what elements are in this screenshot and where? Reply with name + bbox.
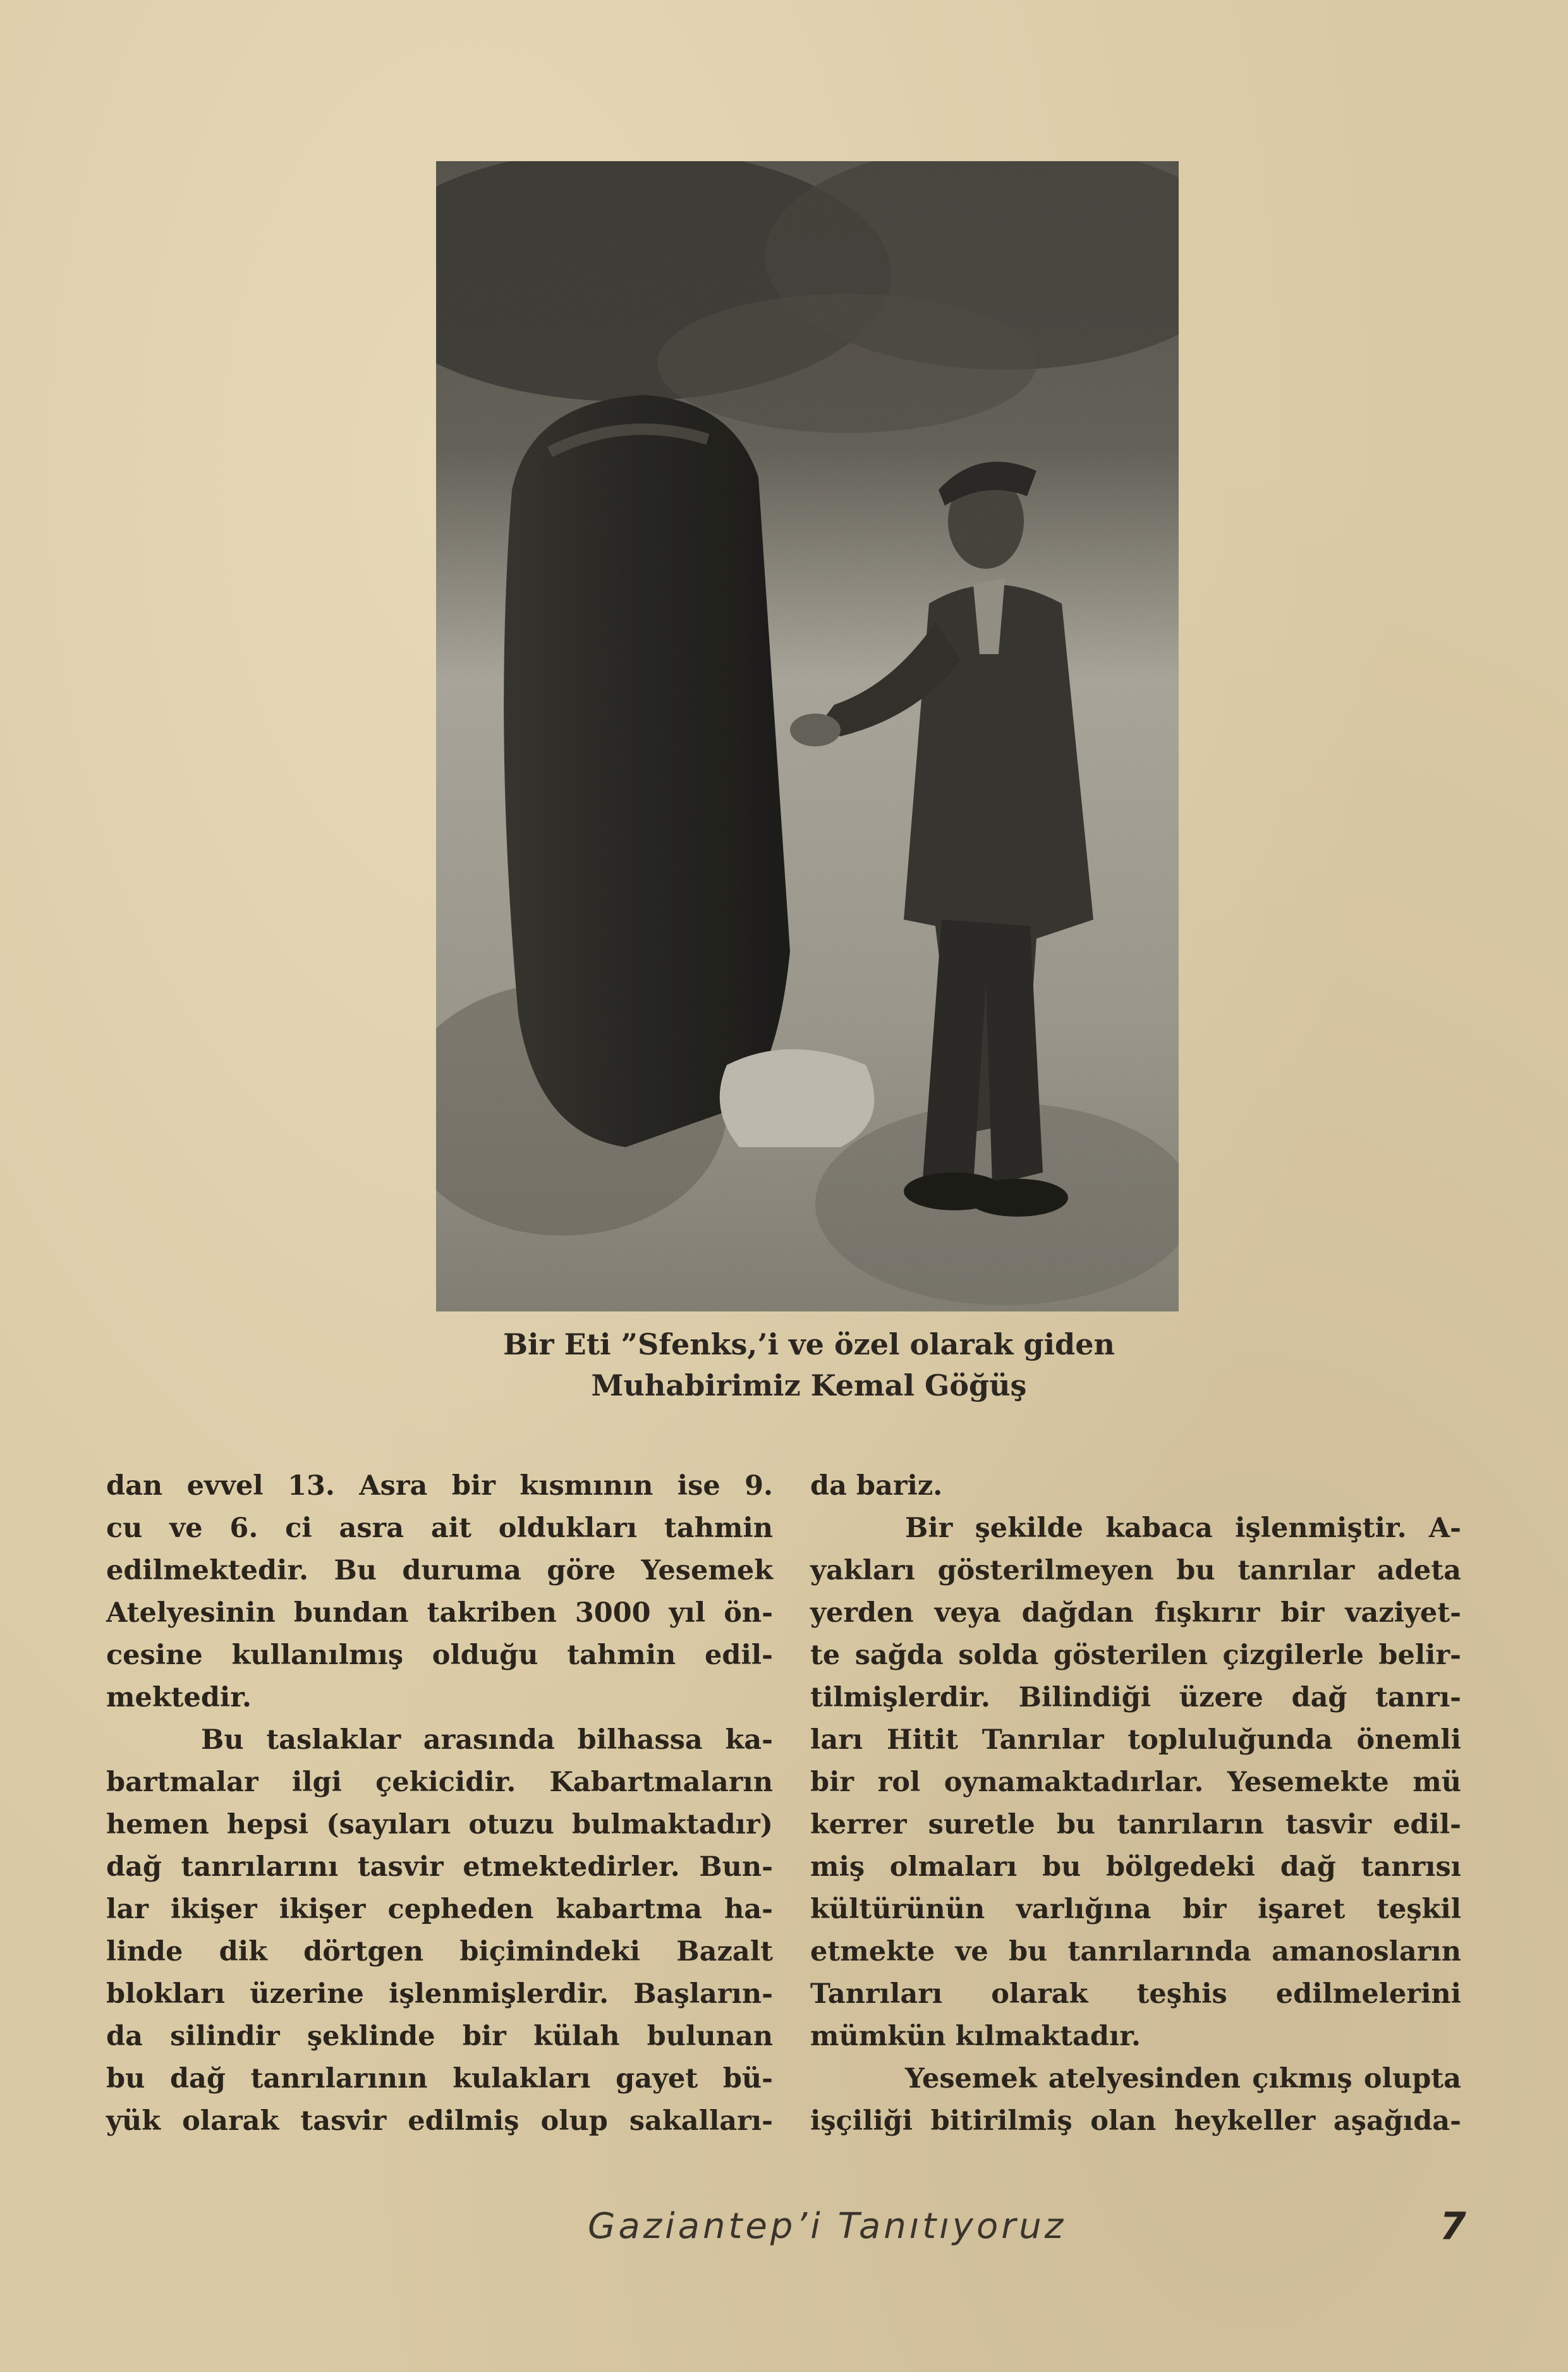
text-line: Yesemek atelyesinden çıkmış olupta <box>905 2063 1461 2095</box>
text-line: bu dağ tanrılarının kulakları gayet bü- <box>106 2063 773 2095</box>
photo-caption-line-1: Bir Eti ”Sfenks,’i ve özel olarak giden <box>503 1327 1115 1361</box>
text-line: da silindir şeklinde bir külah bulunan <box>106 2021 773 2052</box>
archival-photo <box>436 161 1179 1311</box>
photo-caption-line-2: Muhabirimiz Kemal Göğüş <box>591 1368 1027 1402</box>
text-line: cu ve 6. ci asra ait oldukları tahmin <box>106 1512 773 1544</box>
text-line: lar ikişer ikişer cepheden kabartma ha- <box>106 1894 773 1925</box>
text-line: dağ tanrılarını tasvir etmektedirler. Bun- <box>106 1851 773 1883</box>
text-line: Bir şekilde kabaca işlenmiştir. A- <box>905 1512 1461 1544</box>
text-line: yakları gösterilmeyen bu tanrılar adeta <box>810 1555 1461 1586</box>
text-line: bir rol oynamaktadırlar. Yesemekte mü <box>810 1767 1461 1798</box>
text-line: miş olmaları bu bölgedeki dağ tanrısı <box>810 1851 1461 1883</box>
text-line: Tanrıları olarak teşhis edilmelerini <box>810 1978 1461 2010</box>
text-line: mektedir. <box>106 1682 252 1713</box>
text-line: dan evvel 13. Asra bir kısmının ise 9. <box>106 1470 773 1502</box>
text-line: cesine kullanılmış olduğu tahmin edil- <box>106 1639 773 1671</box>
text-line: blokları üzerine işlenmişlerdir. Başların- <box>106 1978 773 2010</box>
text-line: linde dik dörtgen biçimindeki Bazalt <box>106 1936 773 1968</box>
photo-stone-and-man-icon <box>436 161 1179 1311</box>
text-line: hemen hepsi (sayıları otuzu bulmaktadır) <box>106 1809 773 1840</box>
page-number: 7 <box>1440 2205 1466 2249</box>
right-text-column <box>810 1465 1461 2143</box>
left-text-column <box>106 1465 773 2143</box>
text-line: da bariz. <box>810 1470 943 1502</box>
text-line: yerden veya dağdan fışkırır bir vaziyet- <box>810 1597 1461 1629</box>
text-line: kültürünün varlığına bir işaret teşkil <box>810 1894 1461 1925</box>
text-line: mümkün kılmaktadır. <box>810 2021 1141 2052</box>
text-line: tilmişlerdir. Bilindiği üzere dağ tanrı- <box>810 1682 1461 1713</box>
text-line: te sağda solda gösterilen çizgilerle belir- <box>810 1639 1461 1671</box>
text-line: bartmalar ilgi çekicidir. Kabartmaların <box>106 1767 773 1798</box>
text-line: etmekte ve bu tanrılarında amanosların <box>810 1936 1461 1968</box>
text-line: Bu taslaklar arasında bilhassa ka- <box>201 1724 773 1756</box>
text-line: kerrer suretle bu tanrıların tasvir edil- <box>810 1809 1461 1840</box>
text-line: ları Hitit Tanrılar topluluğunda önemli <box>810 1724 1461 1756</box>
text-line: işçiliği bitirilmiş olan heykeller aşağıda- <box>810 2105 1461 2137</box>
text-line: yük olarak tasvir edilmiş olup sakalları- <box>106 2105 773 2137</box>
text-line: edilmektedir. Bu duruma göre Yesemek <box>106 1555 773 1586</box>
footer-title: Gaziantep’i Tanıtıyoruz <box>588 2206 1067 2247</box>
text-line: Atelyesinin bundan takriben 3000 yıl ön- <box>106 1597 773 1629</box>
